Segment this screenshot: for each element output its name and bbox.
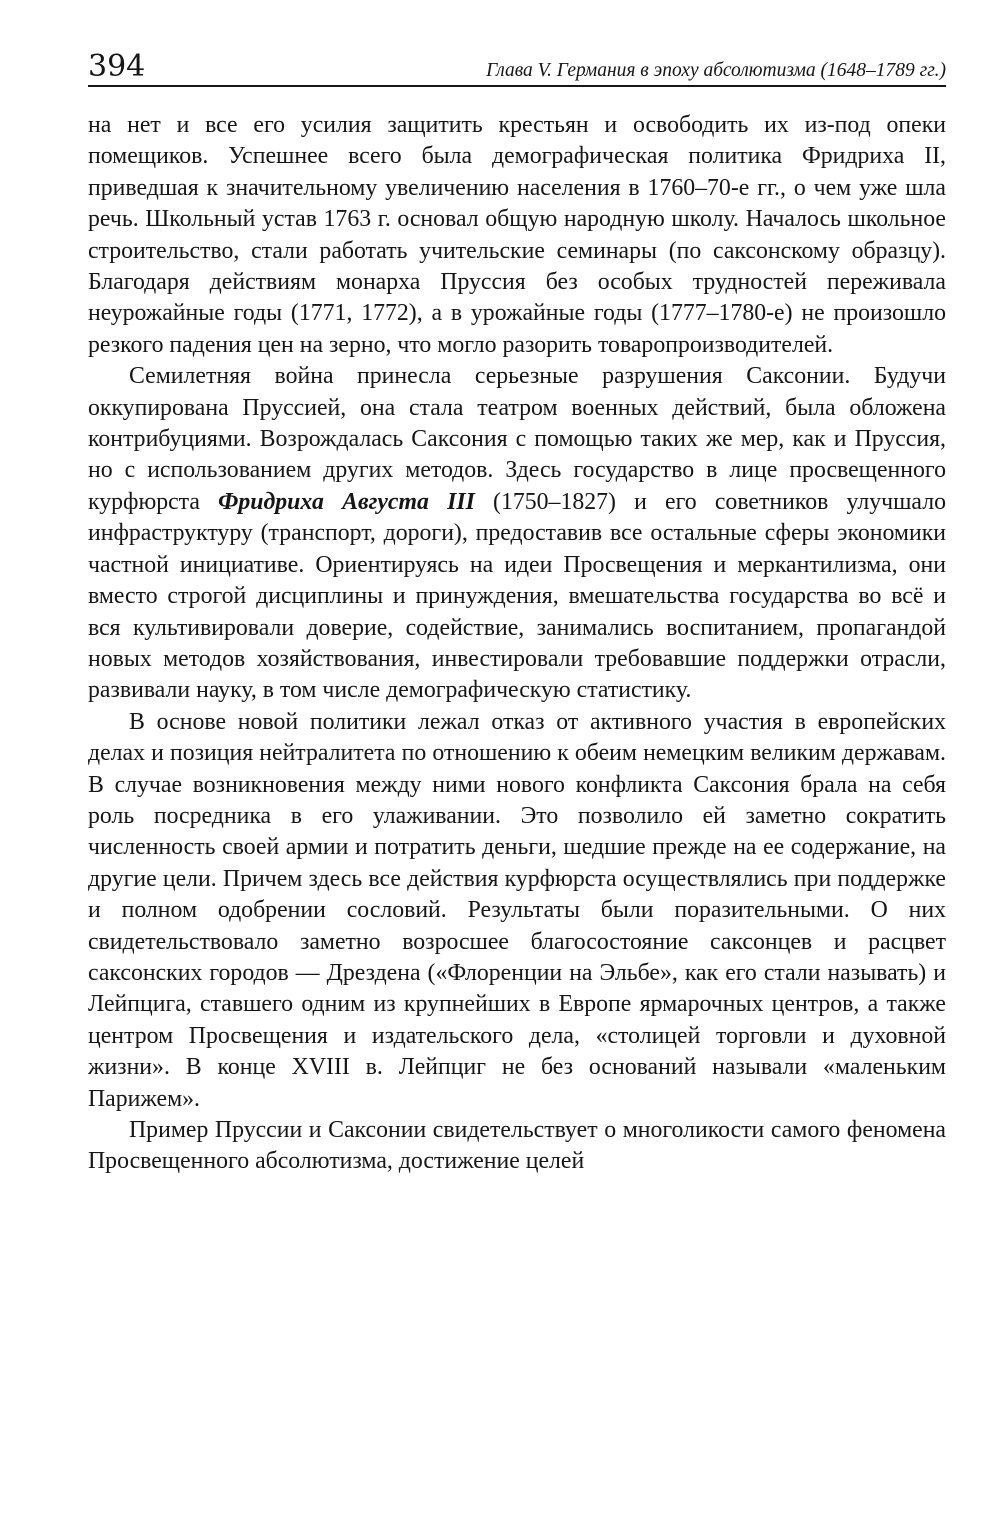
book-page: [88, 38, 946, 1178]
paragraph-text: (1750–1827) и его советников улучшало инфраструктуру (транспорт, дороги), предоставив все остальные сферы экономики частной инициативе. Ориентируясь на идеи Просвещения и меркантилизма, они вместо строгой дисциплины и принуждения, вмешательства государства во всё и вся культивировали доверие, содействие, занимались воспитанием, пропагандой новых методов хозяйствования, инвестировали требовавшие поддержки отрасли, развивали науку, в том числе демографическую статистику.: [88, 488, 946, 704]
paragraph-neutrality-policy: В основе новой политики лежал отказ от активного участия в европейских делах и позиция нейтралитета по отношению к обеим немецким великим державам. В случае возникновения между ними нового конфликта Саксония брала на себя роль посредника в его улаживании. Это позволило ей заметно сократить численность своей армии и потратить деньги, шедшие прежде на ее содержание, на другие цели. Причем здесь все действия курфюрста осуществлялись при поддержке и полном одобрении сословий. Результаты были поразительными. О них свидетельствовало заметно возросшее благосостояние саксонцев и расцвет саксонских городов — Дрездена («Флоренции на Эльбе», как его стали называть) и Лейпцига, ставшего одним из крупнейших в Европе ярмарочных центров, а также центром Просвещения и издательского дела, «столицей торговли и духовной жизни». В конце XVIII в. Лейпциг не без оснований называли «маленьким Парижем».: [88, 708, 946, 1112]
running-head: [88, 38, 946, 87]
body-text: [88, 110, 946, 1178]
chapter-title: Глава V. Германия в эпоху абсолютизма (1648–1789 гг.): [486, 59, 946, 81]
paragraph-saxony-reconstruction: [88, 361, 946, 706]
paragraph-text: Семилетняя война принесла серьезные разрушения Саксонии. Будучи оккупирована Пруссией, она стала театром военных действий, была обложена контрибуциями. Возрождалась Саксония с помощью таких же мер, как и Пруссия, но с использованием других методов. Здесь государство в лице просвещенного курфюрста: [88, 363, 946, 515]
paragraph-conclusion: Пример Пруссии и Саксонии свидетельствует о многоликости самого феномена Просвещенного абсолютизма, достижение целей: [88, 1117, 946, 1175]
paragraph-continuation: на нет и все его усилия защитить крестьян и освободить их из-под опеки помещиков. Успешнее всего была демографическая политика Фридриха II, приведшая к значительному увеличению населения в 1760–70-е гг., о чем уже шла речь. Школьный устав 1763 г. основал общую народную школу. Началось школьное строительство, стали работать учительские семинары (по саксонскому образцу). Благодаря действиям монарха Пруссия без особых трудностей переживала неурожайные годы (1771, 1772), а в урожайные годы (1777–1780-е) не произошло резкого падения цен на зерно, что могло разорить товаропроизводителей.: [88, 112, 946, 358]
emphasized-name: Фридриха Августа III: [218, 488, 475, 515]
page-number: 394: [88, 49, 146, 84]
